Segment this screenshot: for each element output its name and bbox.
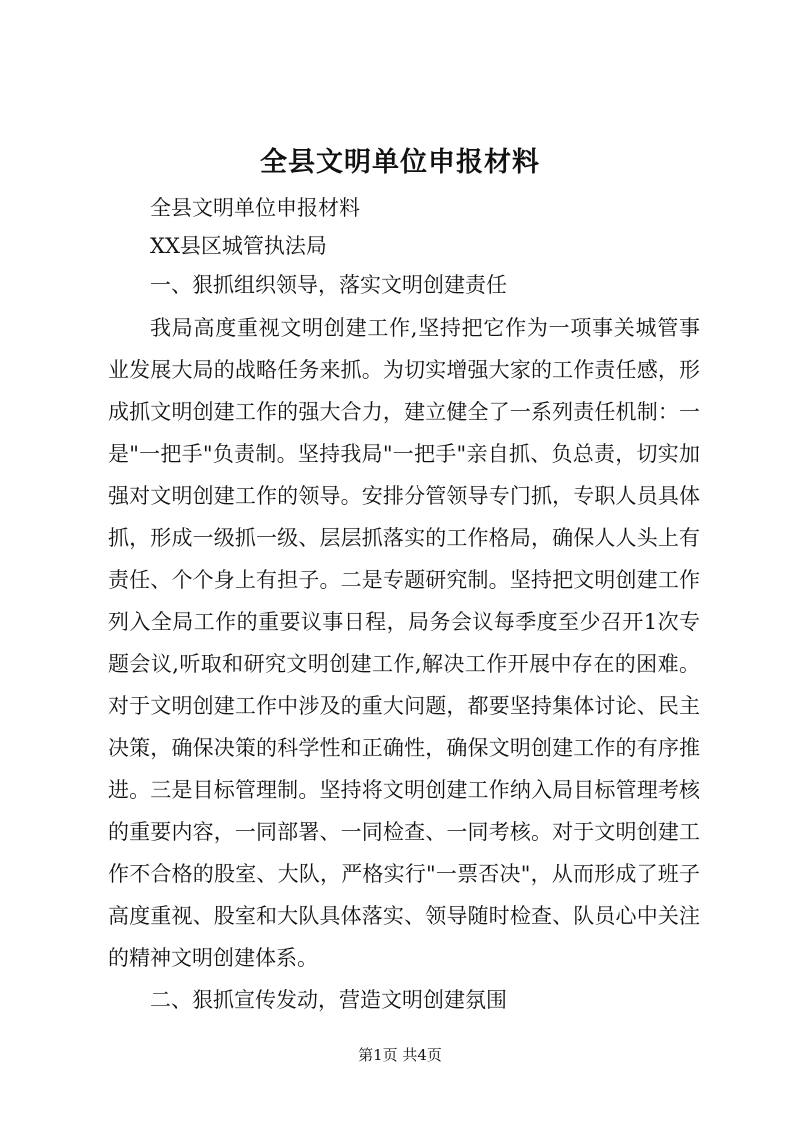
paragraph-line: 抓，形成一级抓一级、层层抓落实的工作格局，确保人人头上有 (108, 526, 700, 550)
paragraph-line: 进。三是目标管理制。坚持将文明创建工作纳入局目标管理考核 (108, 778, 700, 802)
paragraph-line: 责任、个个身上有担子。二是专题研究制。坚持把文明创建工作 (108, 568, 700, 592)
paragraph-line: 是"一把手"负责制。坚持我局"一把手"亲自抓、负总责，切实加 (108, 442, 700, 466)
paragraph-line: 我局高度重视文明创建工作,坚持把它作为一项事关城管事 (150, 316, 700, 340)
organization-name: XX县区城管执法局 (150, 234, 327, 258)
paragraph-line: 业发展大局的战略任务来抓。为切实增强大家的工作责任感，形 (108, 358, 700, 382)
paragraph-line: 成抓文明创建工作的强大合力，建立健全了一系列责任机制：一 (108, 400, 700, 424)
page-indicator: 第1页 共4页 (358, 1046, 442, 1064)
paragraph-line: 高度重视、股室和大队具体落实、领导随时检查、队员心中关注 (108, 904, 700, 928)
paragraph-line: 强对文明创建工作的领导。安排分管领导专门抓，专职人员具体 (108, 484, 700, 508)
paragraph-line: 的精神文明创建体系。 (108, 946, 318, 970)
paragraph-line: 对于文明创建工作中涉及的重大问题，都要坚持集体讨论、民主 (108, 694, 700, 718)
paragraph-line: 决策，确保决策的科学性和正确性，确保文明创建工作的有序推 (108, 736, 700, 760)
paragraph-line: 作不合格的股室、大队，严格实行"一票否决"，从而形成了班子 (108, 862, 700, 886)
paragraph-line: 的重要内容，一同部署、一同检查、一同考核。对于文明创建工 (108, 820, 700, 844)
section-2-heading: 二、狠抓宣传发动，营造文明创建氛围 (150, 988, 507, 1012)
document-subtitle: 全县文明单位申报材料 (150, 196, 360, 220)
document-title: 全县文明单位申报材料 (260, 147, 540, 178)
paragraph-line: 题会议,听取和研究文明创建工作,解决工作开展中存在的困难。 (108, 652, 700, 676)
section-1-heading: 一、狠抓组织领导，落实文明创建责任 (150, 273, 507, 297)
paragraph-line: 列入全局工作的重要议事日程，局务会议每季度至少召开1次专 (108, 610, 700, 634)
